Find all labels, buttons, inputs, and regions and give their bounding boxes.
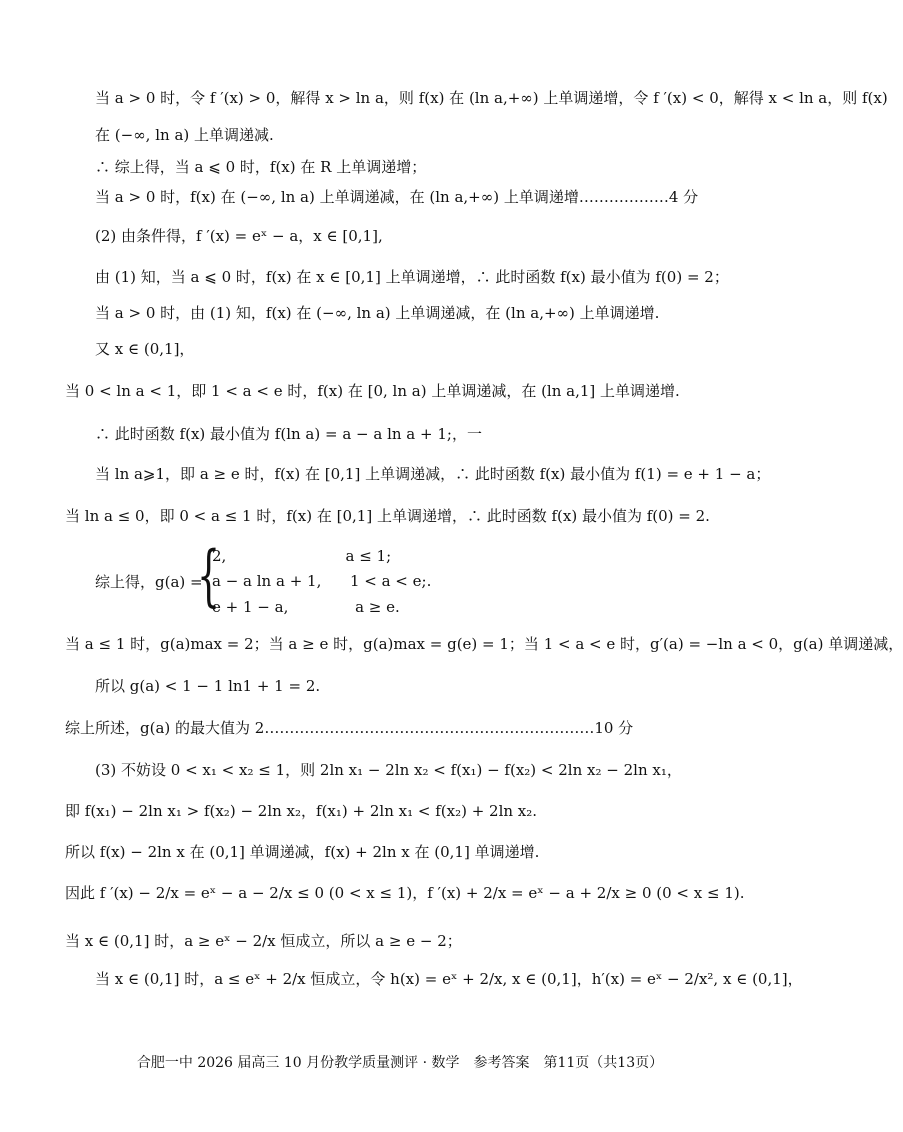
piecewise-row-3: e + 1 − a, a ≥ e. [212, 598, 400, 616]
solution-line-21: 当 x ∈ (0,1] 时，a ≤ eˣ + 2/x 恒成立，令 h(x) = eˣ + 2/x, x ∈ (0,1]，h′(x) = eˣ − 2/x², x ∈ (0,1]， [95, 970, 803, 988]
solution-line-9: 当 0 < ln a < 1，即 1 < a < e 时，f(x) 在 [0, ln a) 上单调递减，在 (ln a,1] 上单调递增. [65, 382, 680, 400]
solution-line-4: 当 a > 0 时，f(x) 在 (−∞, ln a) 上单调递减，在 (ln a,+∞) 上单调递增………………4 分 [95, 188, 699, 206]
solution-line-6: 由 (1) 知，当 a ⩽ 0 时，f(x) 在 x ∈ [0,1] 上单调递增，∴ 此时函数 f(x) 最小值为 f(0) = 2； [95, 268, 729, 286]
solution-line-13: 当 a ≤ 1 时，g(a)max = 2；当 a ≥ e 时，g(a)max = g(e) = 1；当 1 < a < e 时，g′(a) = −ln a < 0，g(a) 单调递减， [65, 635, 903, 653]
solution-line-18: 所以 f(x) − 2ln x 在 (0,1] 单调递减，f(x) + 2ln x 在 (0,1] 单调递增. [65, 843, 540, 861]
solution-line-2: 在 (−∞, ln a) 上单调递减. [95, 126, 274, 144]
solution-line-20: 当 x ∈ (0,1] 时，a ≥ eˣ − 2/x 恒成立，所以 a ≥ e − 2； [65, 932, 462, 950]
solution-line-7: 当 a > 0 时，由 (1) 知，f(x) 在 (−∞, ln a) 上单调递减，在 (ln a,+∞) 上单调递增. [95, 304, 660, 322]
page-footer: 合肥一中 2026 届高三 10 月份教学质量测评 · 数学 参考答案 第11页（共13页） [136, 1055, 664, 1071]
piecewise-row-1: 2, a ≤ 1; [212, 547, 392, 565]
part-2-heading: (2) 由条件得，f ′(x) = eˣ − a，x ∈ [0,1], [95, 227, 383, 245]
piecewise-row-2: a − a ln a + 1, 1 < a < e;. [212, 572, 432, 590]
solution-line-10: ∴ 此时函数 f(x) 最小值为 f(ln a) = a − a ln a + 1;，一 [95, 425, 482, 443]
piecewise-label: 综上得，g(a) = [95, 573, 203, 591]
solution-line-15: 综上所述，g(a) 的最大值为 2…………………………………………………………10 分 [65, 719, 634, 737]
solution-line-12: 当 ln a ≤ 0，即 0 < a ≤ 1 时，f(x) 在 [0,1] 上单调递增，∴ 此时函数 f(x) 最小值为 f(0) = 2. [65, 507, 710, 525]
solution-line-14: 所以 g(a) < 1 − 1 ln1 + 1 = 2. [95, 677, 321, 695]
solution-line-19: 因此 f ′(x) − 2/x = eˣ − a − 2/x ≤ 0 (0 < x ≤ 1)，f ′(x) + 2/x = eˣ − a + 2/x ≥ 0 (0 < x ≤ 1). [65, 884, 745, 902]
solution-line-11: 当 ln a⩾1，即 a ≥ e 时，f(x) 在 [0,1] 上单调递减，∴ 此时函数 f(x) 最小值为 f(1) = e + 1 − a； [95, 465, 771, 483]
solution-line-3: ∴ 综上得，当 a ⩽ 0 时，f(x) 在 R 上单调递增； [95, 158, 427, 176]
solution-line-8: 又 x ∈ (0,1]， [95, 340, 195, 358]
left-brace-symbol: { [197, 537, 221, 614]
solution-line-17: 即 f(x₁) − 2ln x₁ > f(x₂) − 2ln x₂，f(x₁) + 2ln x₁ < f(x₂) + 2ln x₂. [65, 802, 538, 820]
part-3-heading: (3) 不妨设 0 < x₁ < x₂ ≤ 1，则 2ln x₁ − 2ln x₂ < f(x₁) − f(x₂) < 2ln x₂ − 2ln x₁， [95, 761, 682, 779]
solution-line-1: 当 a > 0 时，令 f ′(x) > 0，解得 x > ln a，则 f(x) 在 (ln a,+∞) 上单调递增，令 f ′(x) < 0，解得 x < ln a，则 f(x) [95, 89, 888, 107]
